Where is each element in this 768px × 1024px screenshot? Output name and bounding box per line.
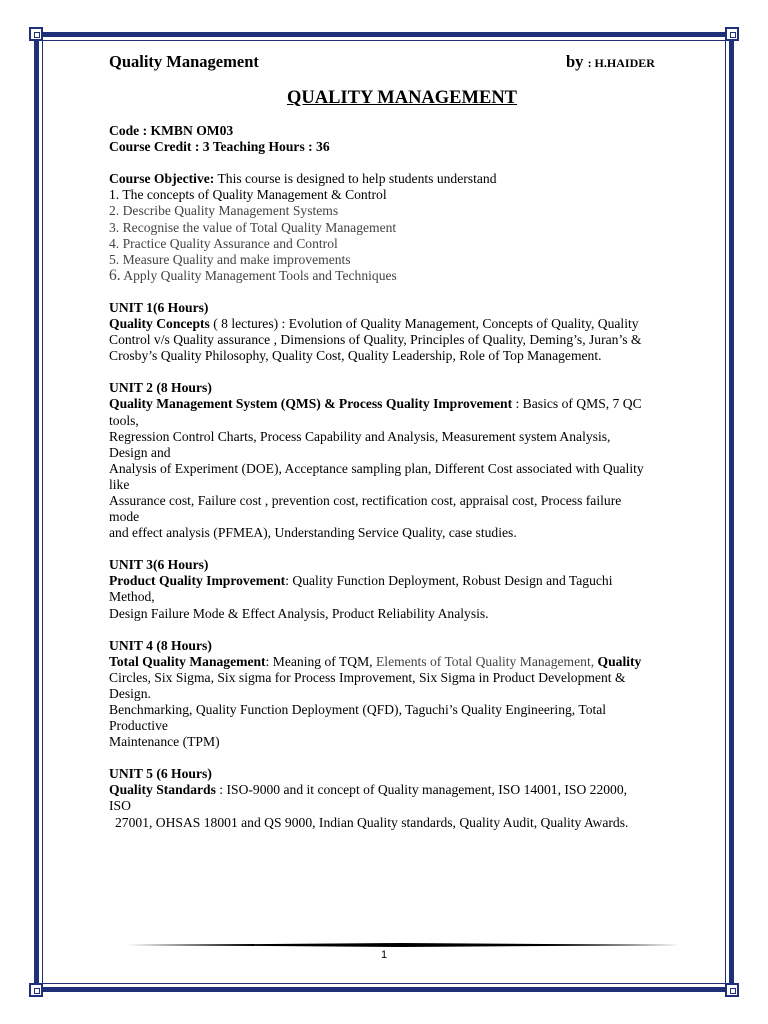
header-by: by — [566, 52, 584, 71]
unit-line: mode — [109, 509, 140, 525]
corner-ornament-top-right — [725, 27, 739, 41]
unit-line: Assurance cost, Failure cost , prevention cost, rectification cost, appraisal cost, Process failure — [109, 492, 622, 508]
header-author — [566, 54, 655, 71]
unit-text: : Meaning of TQM, — [265, 653, 376, 669]
unit-topic-label: Quality Concepts — [109, 316, 210, 332]
unit-line — [109, 396, 709, 412]
corner-ornament-bottom-left — [29, 983, 43, 997]
footer-rule — [125, 943, 680, 947]
course-credit: Course Credit : 3 Teaching Hours : 36 — [109, 139, 330, 155]
objective-item — [109, 268, 709, 284]
unit-text: : Quality Function Deployment, Robust Design and Taguchi — [285, 573, 613, 589]
unit-5 — [109, 766, 709, 830]
unit-line: Maintenance (TPM) — [109, 734, 220, 750]
unit-1 — [109, 300, 709, 364]
header-author-name: : H.HAIDER — [587, 56, 655, 70]
objective-label: Course Objective: — [109, 171, 215, 187]
header-course-name: Quality Management — [109, 52, 259, 71]
unit-line: and effect analysis (PFMEA), Understanding Service Quality, case studies. — [109, 525, 517, 541]
objective-item-text: Apply Quality Management Tools and Techniques — [120, 267, 397, 283]
objective-item-number: 6. — [109, 266, 121, 284]
objective-item: 3. Recognise the value of Total Quality Management — [109, 219, 397, 235]
unit-line: Control v/s Quality assurance , Dimensions of Quality, Principles of Quality, Deming’s, Juran’s & — [109, 332, 642, 348]
course-objective — [109, 171, 709, 284]
unit-line: Crosby’s Quality Philosophy, Quality Cost, Quality Leadership, Role of Top Management. — [109, 348, 602, 364]
objective-item: 5. Measure Quality and make improvements — [109, 251, 351, 267]
objective-item: 4. Practice Quality Assurance and Control — [109, 235, 338, 251]
unit-line: Benchmarking, Quality Function Deployment (QFD), Taguchi’s Quality Engineering, Total — [109, 702, 607, 717]
objective-item: 2. Describe Quality Management Systems — [109, 203, 339, 219]
document-body — [109, 52, 709, 831]
objective-text: This course is designed to help students understand — [214, 171, 497, 187]
unit-text-gray: Elements of Total Quality Management, — [375, 653, 598, 669]
unit-line: Design Failure Mode & Effect Analysis, Product Reliability Analysis. — [109, 605, 489, 621]
unit-heading: UNIT 3(6 Hours) — [109, 557, 209, 573]
unit-heading: UNIT 5 (6 Hours) — [109, 766, 212, 782]
corner-ornament-bottom-right — [725, 983, 739, 997]
unit-line: Design and — [109, 444, 171, 460]
document-title: QUALITY MANAGEMENT — [286, 88, 518, 108]
unit-line: like — [109, 476, 130, 492]
course-info — [109, 123, 709, 155]
unit-2 — [109, 380, 709, 541]
unit-line — [109, 316, 709, 332]
unit-line — [109, 573, 709, 589]
unit-text-bold: Quality — [597, 653, 642, 669]
objective-intro — [109, 171, 709, 187]
unit-line: 27001, OHSAS 18001 and QS 9000, Indian Quality standards, Quality Audit, Quality Awards. — [115, 814, 629, 830]
unit-line: Circles, Six Sigma, Six sigma for Process Improvement, Six Sigma in Product Development & — [109, 669, 626, 685]
unit-text: : Basics of QMS, 7 QC — [512, 396, 642, 412]
running-header — [109, 52, 709, 78]
unit-line: tools, — [109, 412, 139, 428]
page-number: 1 — [380, 949, 388, 961]
unit-heading: UNIT 4 (8 Hours) — [109, 637, 212, 653]
unit-heading: UNIT 1(6 Hours) — [109, 299, 209, 315]
unit-heading: UNIT 2 (8 Hours) — [109, 380, 212, 396]
unit-topic-label: Product Quality Improvement — [109, 573, 286, 589]
course-code: Code : KMBN OM03 — [109, 123, 234, 139]
unit-text: : ISO-9000 and it concept of Quality management, ISO 14001, ISO 22000, — [215, 782, 628, 798]
unit-line — [109, 782, 709, 798]
corner-ornament-top-left — [29, 27, 43, 41]
unit-line: Regression Control Charts, Process Capability and Analysis, Measurement system Analysis, — [109, 428, 611, 444]
unit-line — [109, 654, 709, 670]
unit-line: Analysis of Experiment (DOE), Acceptance sampling plan, Different Cost associated with Quality — [109, 460, 644, 476]
unit-line: Productive — [109, 718, 168, 734]
unit-line: ISO — [109, 798, 131, 814]
unit-topic-label: Quality Management System (QMS) & Process Quality Improvement — [109, 396, 513, 412]
unit-3 — [109, 557, 709, 621]
unit-text: ( 8 lectures) : Evolution of Quality Management, Concepts of Quality, Quality — [209, 316, 639, 332]
unit-4 — [109, 638, 709, 751]
unit-topic-label: Quality Standards — [109, 782, 216, 798]
unit-line: Method, — [109, 589, 155, 605]
unit-line: Design. — [109, 685, 151, 701]
unit-topic-label: Total Quality Management — [109, 653, 266, 669]
objective-item: 1. The concepts of Quality Management & Control — [109, 187, 387, 203]
